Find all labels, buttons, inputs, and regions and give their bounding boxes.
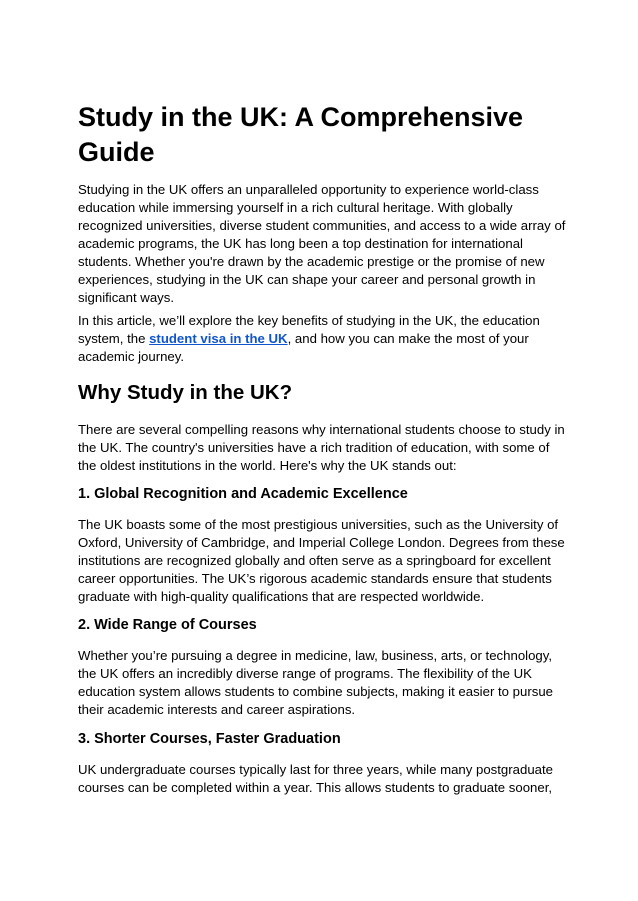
section-heading-why-study: Why Study in the UK? bbox=[78, 381, 293, 404]
student-visa-link[interactable]: student visa in the UK bbox=[149, 331, 288, 346]
subsection-paragraph-wide-range: Whether you’re pursuing a degree in medicine, law, business, arts, or technology, the UK offers an incredibly diverse range of programs. The flexibility of the UK education system allows students to combine subjects, making it easier to pursue their academic interests and career aspirations. bbox=[78, 648, 553, 717]
page-title: Study in the UK: A Comprehensive Guide bbox=[78, 102, 524, 167]
article-text-before-link: In this article, we’ll explore the key benefits of studying in the UK, the education system, the bbox=[78, 313, 540, 346]
subsection-heading-wide-range: 2. Wide Range of Courses bbox=[78, 617, 257, 633]
subsection-paragraph-shorter-courses: UK undergraduate courses typically last for three years, while many postgraduate courses can be completed within a year. This allows students to graduate sooner, bbox=[78, 762, 553, 795]
intro-paragraph: Studying in the UK offers an unparalleled opportunity to experience world-class education while immersing yourself in a rich cultural heritage. With globally recognized universities, diverse student communities, and access to a wide array of academic programs, the UK has long been a top destination for international students. Whether you're drawn by the academic prestige or the promise of new experiences, studying in the UK can shape your career and personal growth in significant ways. bbox=[78, 182, 566, 305]
subsection-heading-shorter-courses: 3. Shorter Courses, Faster Graduation bbox=[78, 731, 341, 747]
article-text-after-link: , and how you can make the most of your academic journey. bbox=[78, 331, 529, 364]
section-why-paragraph: There are several compelling reasons why international students choose to study in the UK. The country's universities have a rich tradition of education, with some of the oldest institutions in the world. Here's why the UK stands out: bbox=[78, 422, 565, 473]
article-paragraph bbox=[78, 312, 568, 366]
subsection-paragraph-global-recognition: The UK boasts some of the most prestigious universities, such as the University of Oxford, University of Cambridge, and Imperial College London. Degrees from these institutions are recognized globally and often serve as a springboard for excellent career opportunities. The UK’s rigorous academic standards ensure that students graduate with high-quality qualifications that are respected worldwide. bbox=[78, 517, 565, 604]
subsection-heading-global-recognition: 1. Global Recognition and Academic Excellence bbox=[78, 486, 408, 502]
